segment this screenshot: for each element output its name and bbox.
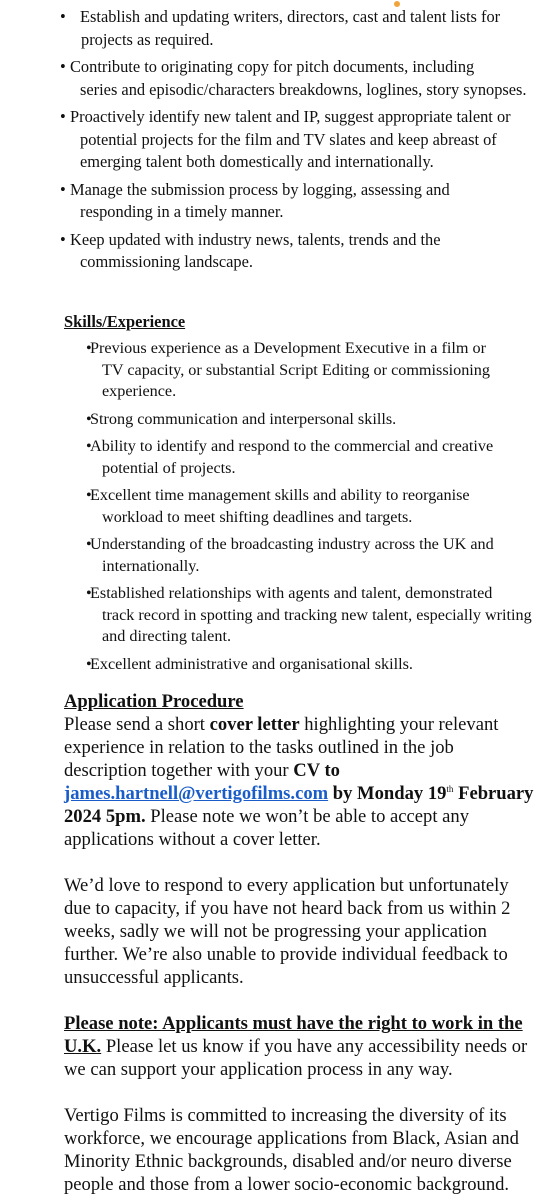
- skill-item: [86, 436, 536, 479]
- skill-text-first: Excellent administrative and organisational skills.: [90, 654, 413, 673]
- bullet-icon: •: [60, 57, 66, 76]
- duty-text-first: Establish and updating writers, directors, cast and talent lists for: [80, 7, 501, 26]
- skill-text-rest: internationally.: [102, 556, 200, 575]
- deadline-date-bold: February 2024 5pm.: [64, 783, 534, 827]
- skill-text-first: Strong communication and interpersonal skills.: [90, 409, 397, 428]
- skill-text-rest: TV capacity, or substantial Script Editing or commissioning experience.: [102, 360, 490, 400]
- duty-text-rest: potential projects for the film and TV slates and keep abreast of emerging talent both domestically and internationally.: [80, 129, 497, 171]
- skill-item: [86, 583, 536, 648]
- duty-text-rest: series and episodic/characters breakdowns, loglines, story synopses.: [80, 79, 527, 99]
- app-text: Please send a short: [64, 714, 210, 735]
- skill-text-first: Ability to identify and respond to the commercial and creative: [90, 437, 494, 455]
- duty-text-rest: commissioning landscape.: [80, 252, 253, 271]
- right-to-work-notice: Please note: Applicants must have the right to work in the U.K.: [64, 1013, 523, 1057]
- duty-text-first: Proactively identify new talent and IP, suggest appropriate talent or: [70, 107, 511, 126]
- application-paragraph-3: [64, 1012, 539, 1081]
- application-paragraph-1: [64, 713, 539, 851]
- app-text: highlighting your relevant experience in relation to the tasks outlined in the job description together with your: [64, 714, 499, 781]
- duty-text-rest: responding in a timely manner.: [80, 202, 284, 221]
- bullet-icon: •: [60, 229, 66, 249]
- bullet-icon: •: [86, 535, 92, 553]
- bullet-icon: •: [60, 179, 66, 199]
- duty-text-rest: projects as required.: [81, 29, 214, 49]
- duty-text-first: Contribute to originating copy for pitch documents, including: [70, 57, 475, 76]
- application-section: [64, 690, 539, 1196]
- skill-item: [86, 534, 536, 577]
- duty-text-first: Keep updated with industry news, talents, trends and the: [70, 229, 441, 249]
- ordinal-suffix: th: [446, 783, 454, 794]
- skill-item: [86, 338, 536, 403]
- skills-heading: Skills/Experience: [64, 312, 186, 331]
- skill-text-first: Established relationships with agents and talent, demonstrated: [90, 584, 493, 602]
- bullet-icon: •: [86, 437, 92, 455]
- cv-to-bold: CV to: [293, 760, 340, 781]
- duty-item: [62, 106, 542, 174]
- duties-list: [62, 6, 542, 279]
- application-paragraph-4: Vertigo Films is committed to increasing the diversity of its workforce, we encourage applications from Black, Asian and Minority Ethnic backgrounds, disabled and/or neuro diverse people and those from a lower socio-economic background.: [64, 1105, 519, 1195]
- app-text: Please let us know if you have any accessibility needs or we can support your application process in any way.: [64, 1036, 528, 1080]
- skill-text-first: Excellent time management skills and ability to reorganise: [90, 486, 470, 504]
- duty-item: [62, 229, 542, 274]
- skill-text-rest: track record in spotting and tracking new talent, especially writing and directing talent.: [102, 605, 532, 645]
- skill-text-first: Previous experience as a Development Executive in a film or: [90, 339, 487, 357]
- application-heading: Application Procedure: [64, 691, 244, 712]
- application-paragraph-2: We’d love to respond to every application but unfortunately due to capacity, if you have not heard back from us within 2 weeks, sadly we will not be progressing your application further. We’re also unable to provide individual feedback to unsuccessful applicants.: [64, 875, 511, 988]
- bullet-icon: •: [60, 107, 66, 126]
- app-text: Please note we won’t be able to accept any applications without a cover letter.: [64, 806, 469, 850]
- bullet-icon: •: [86, 486, 92, 504]
- duty-item: [62, 6, 542, 51]
- skills-list: [86, 338, 536, 681]
- email-link[interactable]: james.hartnell@vertigofilms.com: [64, 783, 329, 804]
- bullet-icon: •: [60, 7, 66, 26]
- duty-item: [62, 179, 542, 224]
- skill-item: [86, 654, 536, 676]
- skill-text-rest: workload to meet shifting deadlines and targets.: [102, 507, 413, 526]
- bullet-icon: •: [86, 339, 92, 357]
- bullet-icon: •: [86, 654, 92, 673]
- skill-item: [86, 485, 536, 528]
- deadline-bold: by Monday 19: [328, 783, 447, 804]
- bullet-icon: •: [86, 584, 92, 602]
- duty-item: [62, 56, 542, 101]
- bullet-icon: •: [86, 409, 92, 428]
- skill-text-rest: potential of projects.: [102, 458, 236, 477]
- skill-text-first: Understanding of the broadcasting industry across the UK and: [90, 535, 494, 553]
- cover-letter-bold: cover letter: [209, 714, 300, 735]
- skill-item: [86, 409, 536, 431]
- duty-text-first: Manage the submission process by logging, assessing and: [70, 179, 450, 199]
